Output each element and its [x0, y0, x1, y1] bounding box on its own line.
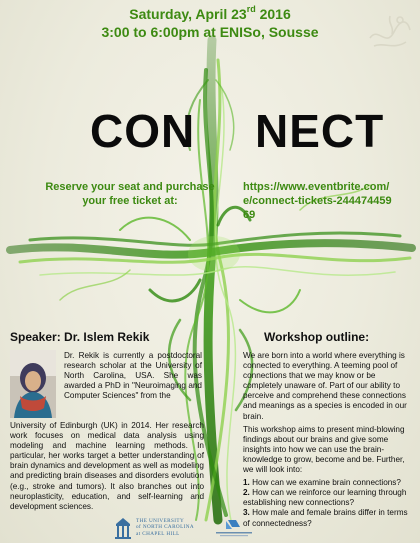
list-item: 1. How can we examine brain connections?	[243, 478, 401, 488]
unc-logo	[114, 516, 204, 542]
ticket-link[interactable]: https://www.eventbrite.com/e/connect-tickets-24447445969	[243, 181, 392, 221]
title-nect: NECT	[255, 105, 385, 157]
speaker-heading: Speaker: Dr. Islem Rekik	[10, 330, 150, 344]
list-item: 3. How male and female brains differ in terms of connectedness?	[243, 508, 408, 528]
event-time-place: 3:00 to 6:00pm at ENISo, Sousse	[101, 24, 319, 40]
outline-questions	[243, 478, 411, 528]
speaker-photo	[10, 350, 56, 418]
title-con: CON	[90, 105, 196, 157]
outline-paragraph: We are born into a world where everything is connected to everything. A teeming pool of connections that we may know or be completely unaware of. Part of our ability to perceive and comprehend these connections and meanings as a species is encoded in our brain.	[243, 351, 407, 421]
event-date: Saturday, April 23rd 2016	[129, 4, 291, 22]
unc-wordmark: THE UNIVERSITY of NORTH CAROLINA at CHAPEL HILL	[136, 518, 195, 537]
speaker-bio-part2: University of Edinburgh (UK) in 2014. Her research work focuses on medical data analysis using modeling and machine learning methods. In particular, her works target a better understanding of brain dynamics and development as well as modeling and predicting brain diseases and disorders evolution (e.g., stroke and tumors). It also branches out into neuroplasticity, education, and self-learning and development sciences.	[10, 421, 204, 511]
old-well-icon	[114, 516, 132, 540]
lab-logo	[214, 517, 254, 539]
workshop-outline-body	[243, 351, 411, 529]
workshop-outline-heading: Workshop outline:	[264, 330, 370, 344]
list-item: 2. How can we reinforce our learning through establishing new connections?	[243, 488, 407, 508]
outline-paragraph: This workshop aims to present mind-blowing findings about our brains and give some insights into how we can use the brain-knowledge to grow, become and be. Further, we will look into:	[243, 424, 405, 475]
speaker-bio-part1: Dr. Rekik is currently a postdoctoral research scholar at the University of North Carolina, USA. She was awarded a PhD in "Neuroimaging and Computer Sciences" from the	[64, 351, 202, 401]
reserve-ticket-text: Reserve your seat and purchase your free ticket at:	[45, 181, 215, 207]
